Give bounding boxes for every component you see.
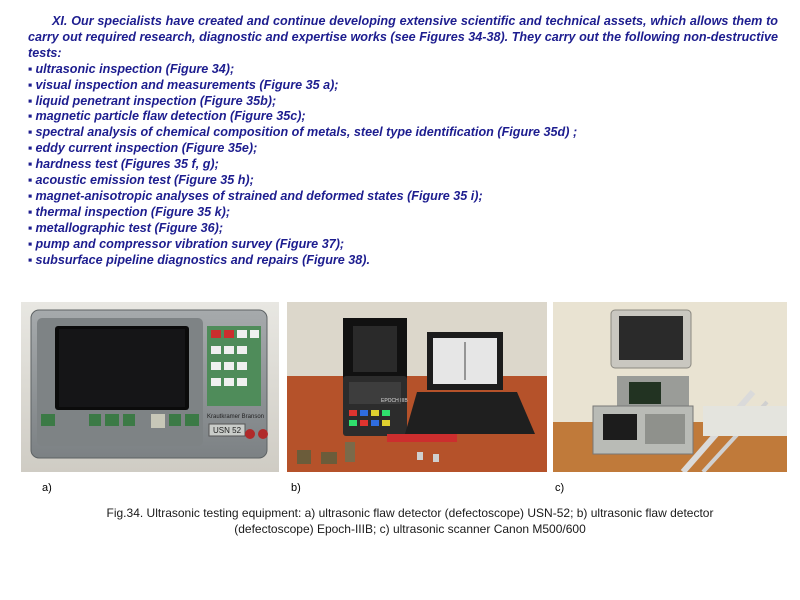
intro-paragraph: XI. Our specialists have created and continue developing extensive scientific and technical assets, which allows them to carry out required research, diagnostic and expertise works (see Figures 34-38). They carry out the following non-destructive tests: [28,14,778,60]
test-item-label: liquid penetrant inspection (Figure 35b); [35,93,277,108]
test-item-label: hardness test (Figures 35 f, g); [35,157,219,172]
bullet-icon: ▪ [28,61,33,76]
bullet-icon: ▪ [28,93,33,108]
photo-usn52-flaw-detector [21,302,279,472]
tests-list [28,62,778,269]
test-item [28,173,778,189]
test-item-label: magnet-anisotropic analyses of strained and deformed states (Figure 35 i); [35,188,483,203]
test-item-label: thermal inspection (Figure 35 k); [35,204,231,219]
test-item [28,62,778,78]
bullet-icon: ▪ [28,252,33,267]
test-item-label: subsurface pipeline diagnostics and repairs (Figure 38). [35,252,370,267]
bullet-icon: ▪ [28,173,33,188]
photo-epoch-iiib-flaw-detector [287,302,547,472]
test-item-label: eddy current inspection (Figure 35e); [35,141,258,156]
test-item [28,141,778,157]
test-item [28,205,778,221]
test-item [28,253,778,269]
test-item-label: acoustic emission test (Figure 35 h); [35,173,254,188]
caption-line-1: Fig.34. Ultrasonic testing equipment: a) ultrasonic flaw detector (defectoscope) USN-52; b) ultrasonic flaw detector [106,506,714,520]
bullet-icon: ▪ [28,220,33,235]
text-block [28,14,778,269]
test-item [28,109,778,125]
figure-caption [40,506,780,537]
test-item [28,221,778,237]
bullet-icon: ▪ [28,77,33,92]
bullet-icon: ▪ [28,125,33,140]
bullet-icon: ▪ [28,141,33,156]
test-item [28,189,778,205]
bullet-icon: ▪ [28,236,33,251]
epoch-model-text: EPOCH IIIB [381,398,408,404]
test-item-label: spectral analysis of chemical composition of metals, steel type identification (Figure 35d) ; [35,125,578,140]
figure-label-c: c) [555,482,565,494]
photo-canon-m500-scanner [553,302,787,472]
figure-label-a: a) [42,482,52,494]
test-item-label: magnetic particle flaw detection (Figure 35c); [35,109,306,124]
figure-label-b: b) [291,482,301,494]
usn-brand-text: Krautkramer Branson [207,414,265,420]
test-item-label: ultrasonic inspection (Figure 34); [35,61,235,76]
bullet-icon: ▪ [28,157,33,172]
test-item-label: metallographic test (Figure 36); [35,220,224,235]
test-item-label: pump and compressor vibration survey (Figure 37); [35,236,345,251]
caption-line-2: (defectoscope) Epoch-IIIB; c) ultrasonic scanner Canon M500/600 [234,521,586,536]
test-item [28,237,778,253]
test-item-label: visual inspection and measurements (Figure 35 a); [35,77,339,92]
bullet-icon: ▪ [28,109,33,124]
test-item [28,125,778,141]
bullet-icon: ▪ [28,204,33,219]
test-item [28,94,778,110]
bullet-icon: ▪ [28,188,33,203]
test-item [28,157,778,173]
test-item [28,78,778,94]
usn-model-text: USN 52 [213,426,242,435]
